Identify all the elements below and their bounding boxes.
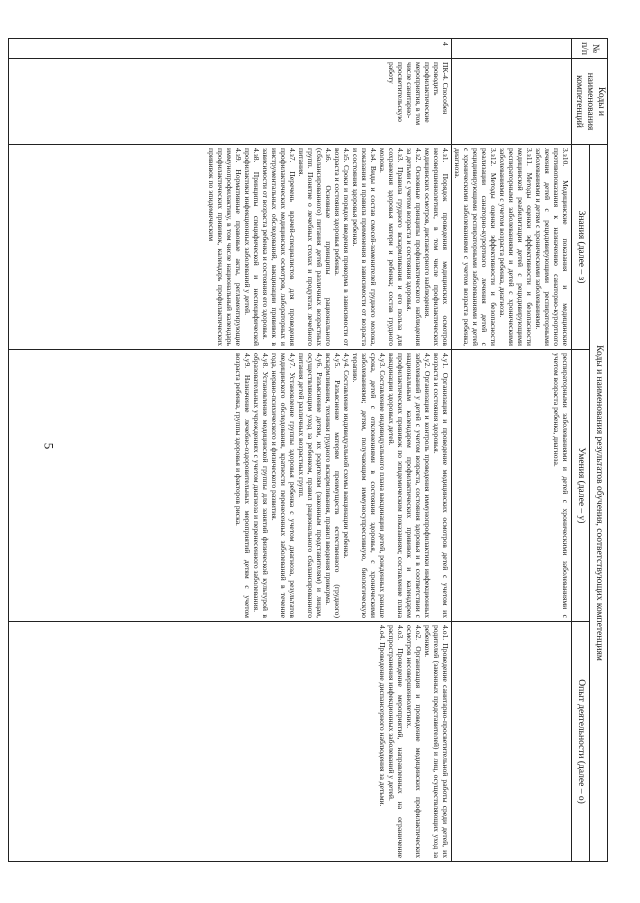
skills-item: 4.у8. Установление медицинской группы для занятий физической культурой в образовательных учреждениях с учетом диагноза и перенесенного заболевания. [252,353,270,618]
page-number: 5 [41,442,57,450]
header-knowledge: Знания (далее – з) [572,145,590,350]
cell-num [452,39,572,59]
header-group: Коды и наименования результатов обучения, соответствующих компетенциям [590,145,608,862]
header-num: № п/п [572,39,608,59]
skills-item: 4.у4. Составление индивидуальной схемы вакцинации ребенка. [342,353,351,559]
cell-experience [9,622,452,862]
skills-item: 4.у9. Назначение лечебно-оздоровительных мероприятий детям с учетом возраста ребенка, группы здоровья и факторов риска. [234,353,252,618]
skills-item: 4.у2. Организация и контроль проведения иммунопрофилактики инфекционных заболеваний у детей с учетом возраста, состояния здоровья и в соответствии с национальным календарем профилактических прививок и календарем профилактических прививок по эпидемическим показаниям; составление плана вакцинации здоровых детей. [387,353,432,618]
cell-skills [9,350,452,622]
competency-table [8,38,608,862]
header-code: Коды и наименования компетенций [572,59,608,145]
skills-item: 4.у6. Разъяснение детям, их родителям (законным представителям) и лицам, осуществляющим уход за ребенком, правил рационального сбалансированного питания детей различных возрастных групп. [297,353,324,618]
cell-experience [452,622,572,862]
knowledge-item: 3.з10. Медицинские показания и медицинские противопоказания к назначению санаторно-курортного лечения детей с рецидивирующими респираторными заболеваниями и детям с хроническими заболеваниями. [534,148,570,346]
knowledge-item: 4.з9. Нормативные правовые акты, регламентирующие иммунопрофилактику, в том числе национальный календарь профилактических прививок, календарь профилактических прививок по эпидемическим [207,148,243,346]
header-skills: Умения (далее – у) [572,350,590,622]
header-experience: Опыт деятельности (далее – о) [572,622,590,862]
experience-item: 4.о3. Проведение мероприятий, направленных на ограничение распространения инфекционных заболеваний у детей. [387,625,405,859]
knowledge-item: 4.з7. Перечень врачей-специалистов для проведения профилактических медицинских осмотров, лабораторных и инструментальных обследований, вакцинации прививок в зависимости от возраста ребенка и состояния его здоровья. [261,148,297,346]
knowledge-item: 4.з3. Правила грудного вскармливания и его польза для сохранения здоровья матери и ребенка; состав грудного молока. [378,148,405,346]
knowledge-item: 4.з2. Основные принципы профилактического наблюдения за детьми с учетом возраста и состояния здоровья. [405,148,423,346]
knowledge-item: 3.з12. Методы оценки эффективности и безопасности реализации санаторно-курортного лечения детей с рецидивирующими респираторными заболеваниями и детей с хроническими заболеваниями с учетом возраста ребенка, диагноза. [453,148,498,346]
skills-item: 4.у5. Разъяснение матерям преимуществ естественного (грудного) вскармливания, техники грудного вскармливания, правил введения прикорма. [324,353,342,618]
knowledge-item: 4.з4. Виды и состав смесей-заменителей грудного молока, показания и правила применения в зависимости от возраста и состояния здоровья ребенка. [351,148,378,346]
cell-skills [452,350,572,622]
experience-item: 4.о1. Проведение санитарно-просветительной работы среди детей, их родителей (законных представителей) и лиц, осуществляющих уход за ребенком. [423,625,450,859]
experience-item: 4.о2. Организация и проведение медицинских профилактических осмотров несовершеннолетних. [405,625,423,859]
cell-code: ПК-4. Способен проводить профилактические мероприятия, в том числе санитарно-просветительскую работу [9,59,452,145]
rotated-table-container [48,38,608,861]
knowledge-item: 4.з5. Сроки и порядок введения прикорма в зависимости от возраста и состояния здоровья ребенка. [333,148,351,346]
skills-item: 4.у7. Установление группы здоровья ребенка с учетом диагноза, результатов медицинского обследования, кратности перенесенных заболеваний в течение года, нервно-психического и физического развития. [270,353,297,618]
landscape-page [48,38,608,861]
knowledge-item: 4.з6. Основные принципы рационального (сбалансированного) питания детей различных возрастных групп. Понятие о лечебных столах и продуктах лечебного питания. [297,148,333,346]
experience-item: 4.о4. Проведение диспансерного наблюдения за детьми. [378,625,387,807]
cell-num: 4 [9,39,452,59]
table-row [9,39,452,862]
knowledge-item: 3.з11. Методы оценки эффективности и безопасности медицинской реабилитации детей с рецидивирующими респираторными заболеваниями и детей с хроническими заболеваниями с учетом возраста ребенка, диагноза. [498,148,534,346]
skills-item: респираторными заболеваниями и детей с хроническими заболеваниями с учетом возраста ребенка, диагноза. [552,353,570,618]
header-row-1 [590,39,608,862]
knowledge-item: 4.з1. Порядок проведения медицинских осмотров несовершеннолетних, в том числе профилактических медицинских осмотров, диспансерного наблюдения. [423,148,450,346]
skills-item: 4.у1. Организация и проведение медицинских осмотров детей с учетом их возраста и состояния здоровья. [432,353,450,618]
cell-knowledge [9,145,452,350]
table-row [452,39,572,862]
knowledge-item: 4.з8. Принципы специфической и неспецифической профилактики инфекционных заболеваний у детей. [243,148,261,346]
cell-code [452,59,572,145]
header-row-2 [572,39,590,862]
skills-item: 4.у3. Составление индивидуального плана вакцинации детей, рожденных раньше срока, детей с отклонениями в состоянии здоровья, с хроническими заболеваниями; детям, получающим иммуносупрессивную, биологическую терапию. [351,353,387,618]
cell-knowledge [452,145,572,350]
